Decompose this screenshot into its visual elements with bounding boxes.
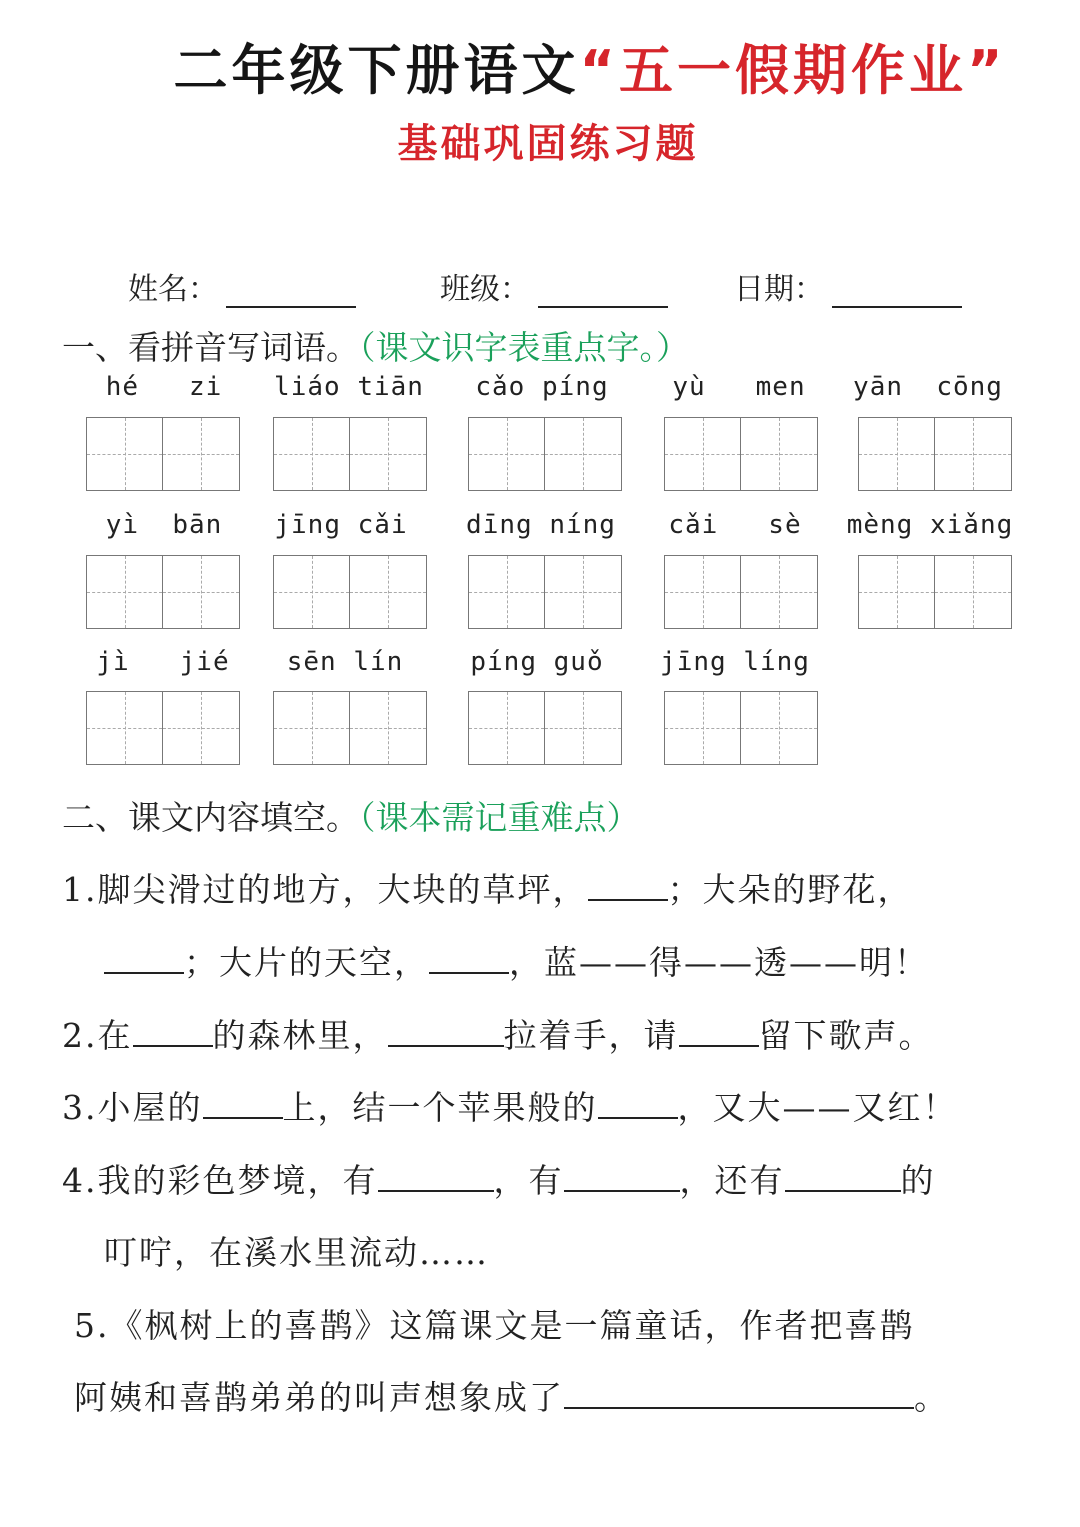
section-2-note: （课本需记重难点） bbox=[359, 798, 640, 837]
pinyin-label: cǎo píng bbox=[475, 372, 609, 402]
title-main: 二年级下册语文 bbox=[173, 39, 580, 102]
pinyin-label: yù men bbox=[672, 372, 806, 402]
answer-blank[interactable] bbox=[679, 1015, 759, 1047]
section-1-title: 一、看拼音写词语。 bbox=[62, 328, 359, 367]
name-input-line[interactable] bbox=[226, 276, 356, 308]
answer-blank[interactable] bbox=[378, 1160, 494, 1192]
writing-grid[interactable] bbox=[273, 691, 427, 765]
question-3: 3.小屋的 上，结一个苹果般的 ，又大——又红！ bbox=[62, 1088, 958, 1127]
pinyin-label: píng guǒ bbox=[470, 647, 604, 677]
pinyin-label: dīng níng bbox=[466, 510, 616, 540]
question-2: 2.在 的森林里， 拉着手，请 留下歌声。 bbox=[62, 1016, 934, 1055]
answer-blank[interactable] bbox=[785, 1160, 901, 1192]
section-1-note: （课文识字表重点字。） bbox=[359, 328, 689, 367]
name-field bbox=[128, 264, 356, 308]
answer-blank[interactable] bbox=[588, 869, 668, 901]
question-4-line-2: 叮咛，在溪水里流动…… bbox=[104, 1233, 489, 1272]
date-input-line[interactable] bbox=[832, 276, 962, 308]
pinyin-label: cǎi sè bbox=[668, 510, 802, 540]
date-field bbox=[734, 264, 962, 308]
writing-grid[interactable] bbox=[468, 417, 622, 491]
pinyin-label: mèng xiǎng bbox=[846, 510, 1014, 540]
answer-blank[interactable] bbox=[203, 1087, 283, 1119]
pinyin-label: hé zi bbox=[105, 372, 223, 402]
title-highlight: “五一假期作业” bbox=[579, 39, 1007, 102]
question-1-line-1: 1.脚尖滑过的地方，大块的草坪， ；大朵的野花， bbox=[62, 870, 913, 909]
writing-grid[interactable] bbox=[86, 555, 240, 629]
writing-grid[interactable] bbox=[664, 691, 818, 765]
writing-grid[interactable] bbox=[858, 417, 1012, 491]
writing-grid[interactable] bbox=[858, 555, 1012, 629]
pinyin-label: jīng cǎi bbox=[274, 510, 408, 540]
pinyin-label: yì bān bbox=[105, 510, 223, 540]
section-1-heading bbox=[62, 322, 689, 369]
writing-grid[interactable] bbox=[86, 417, 240, 491]
writing-grid[interactable] bbox=[664, 417, 818, 491]
question-5-line-1: 5.《枫树上的喜鹊》这篇课文是一篇童话，作者把喜鹊 bbox=[74, 1306, 915, 1345]
answer-blank[interactable] bbox=[133, 1015, 213, 1047]
pinyin-label: liáo tiān bbox=[274, 372, 424, 402]
pinyin-label: jì jié bbox=[96, 647, 230, 677]
pinyin-label: jīng líng bbox=[660, 647, 810, 677]
page-subtitle: 基础巩固练习题 bbox=[397, 121, 699, 167]
writing-grid[interactable] bbox=[468, 555, 622, 629]
writing-grid[interactable] bbox=[273, 417, 427, 491]
writing-grid[interactable] bbox=[664, 555, 818, 629]
writing-grid[interactable] bbox=[273, 555, 427, 629]
question-4-line-1: 4.我的彩色梦境，有 ，有 ，还有 的 bbox=[62, 1161, 936, 1200]
section-2-title: 二、课文内容填空。 bbox=[62, 798, 359, 837]
question-1-line-2: ；大片的天空， ，蓝——得——透——明！ bbox=[104, 937, 929, 984]
page-title bbox=[0, 28, 1080, 105]
answer-blank[interactable] bbox=[564, 1377, 914, 1409]
writing-grid[interactable] bbox=[86, 691, 240, 765]
class-input-line[interactable] bbox=[538, 276, 668, 308]
answer-blank[interactable] bbox=[104, 942, 184, 974]
pinyin-label: sēn lín bbox=[286, 647, 404, 677]
answer-blank[interactable] bbox=[598, 1087, 678, 1119]
name-label: 姓名： bbox=[128, 272, 218, 307]
section-2-heading bbox=[62, 792, 640, 839]
class-label: 班级： bbox=[440, 272, 530, 307]
question-5-line-2: 阿姨和喜鹊弟弟的叫声想象成了 。 bbox=[74, 1378, 949, 1417]
answer-blank[interactable] bbox=[564, 1160, 680, 1192]
answer-blank[interactable] bbox=[388, 1015, 504, 1047]
writing-grid[interactable] bbox=[468, 691, 622, 765]
date-label: 日期： bbox=[734, 272, 824, 307]
answer-blank[interactable] bbox=[429, 942, 509, 974]
class-field bbox=[440, 264, 668, 308]
pinyin-label: yān cōng bbox=[853, 372, 1003, 402]
